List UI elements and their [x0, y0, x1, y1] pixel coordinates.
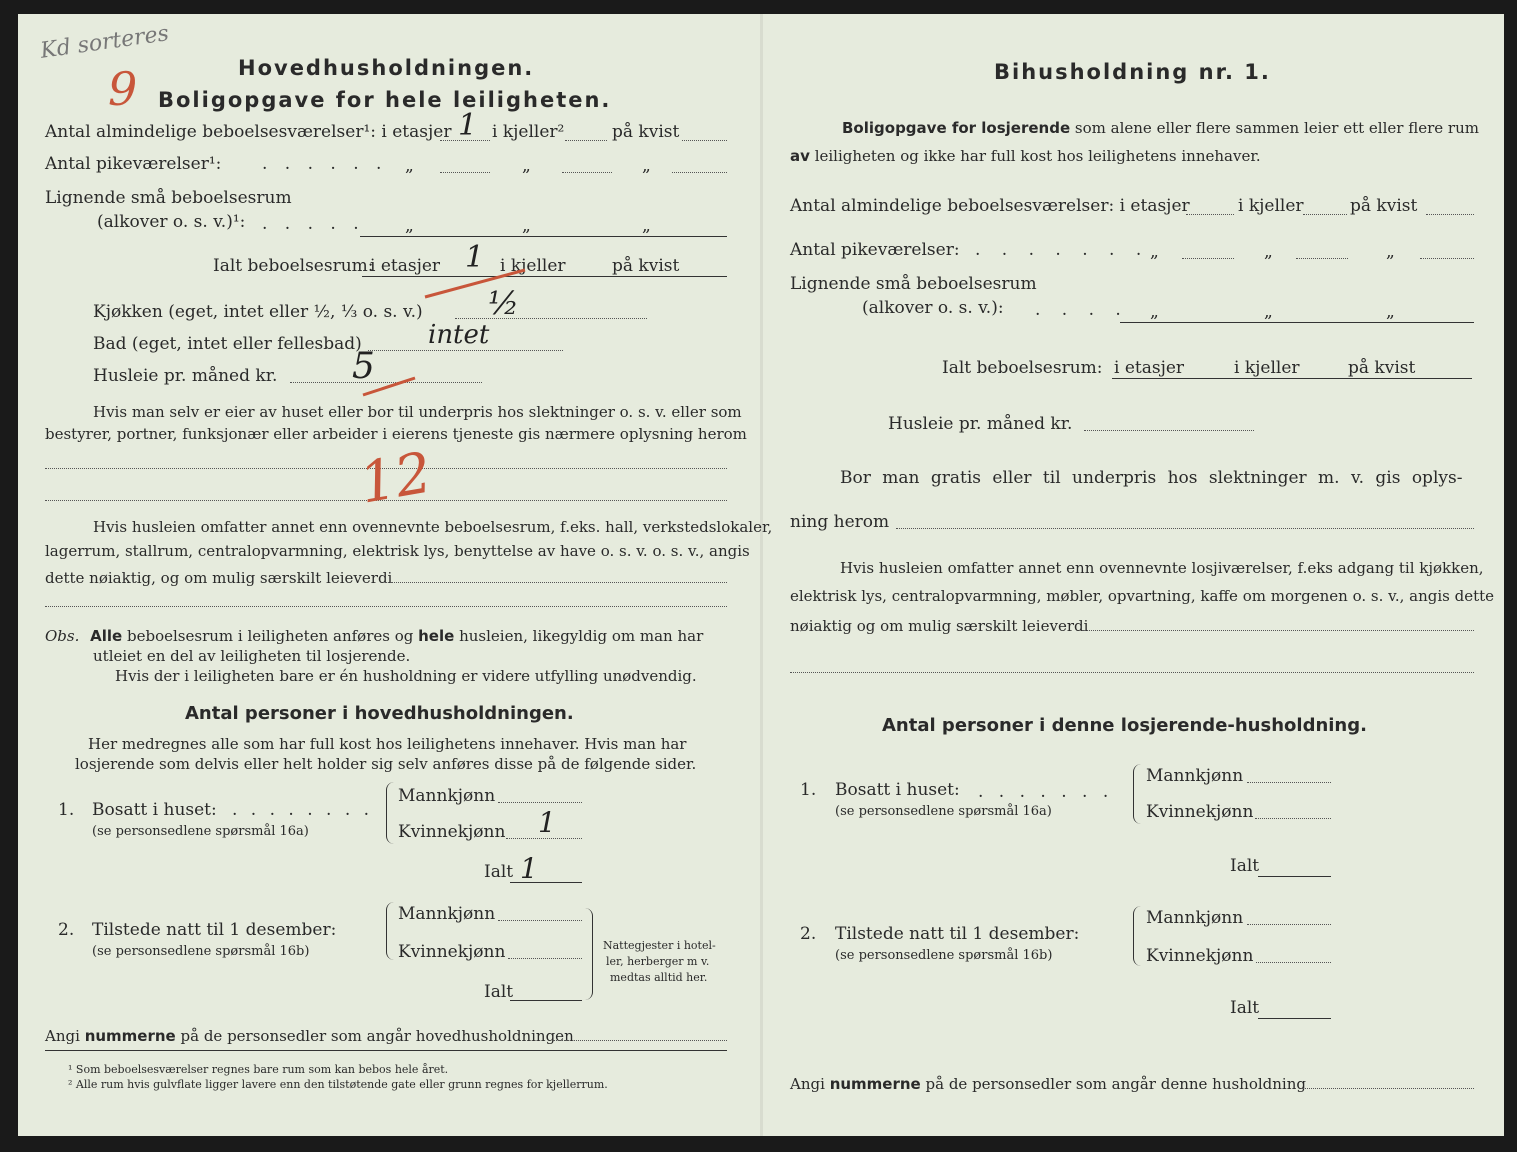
left-ialt-line[interactable]	[362, 276, 727, 277]
left-ialt-kvist-label: på kvist	[612, 256, 680, 276]
right-q2-ialt-field[interactable]	[1258, 1018, 1331, 1019]
right-q2-kvinne-field[interactable]	[1256, 962, 1331, 963]
left-footnote-2: ² Alle rum hvis gulvflate ligger lavere enn den tilstøtende gate eller grunn regnes for kjellerrum.	[68, 1078, 608, 1091]
right-bor-line-2: ning herom	[790, 512, 890, 532]
right-intro-av: av	[790, 147, 810, 165]
left-para-omfatter-3: dette nøiaktig, og om mulig særskilt leieverdi	[45, 569, 393, 587]
left-title: Hovedhusholdningen.	[238, 56, 535, 80]
left-q1-label: Bosatt i huset:	[92, 800, 217, 820]
left-almindelige-label: Antal almindelige beboelsesværelser¹: i etasjer	[45, 122, 452, 142]
left-pike-dots: . . . . . .	[262, 154, 388, 174]
right-q2-ialt: Ialt	[1230, 998, 1260, 1018]
left-para-eier-2: bestyrer, portner, funksjonær eller arbeider i eierens tjeneste gis nærmere oplysning herom	[45, 425, 747, 443]
right-pike-etasjer-field[interactable]	[1182, 258, 1234, 259]
left-pike-label: Antal pikeværelser¹:	[45, 154, 222, 174]
left-q2-note-3: medtas alltid her.	[610, 971, 708, 984]
right-intro-line2-rest: leiligheten og ikke har full kost hos leilighetens innehaver.	[814, 147, 1261, 165]
left-footnote-1: ¹ Som beboelsesværelser regnes bare rum som kan bebos hele året.	[68, 1063, 449, 1076]
annotation-top-note: Kd sorteres	[38, 21, 171, 64]
right-husleie-field[interactable]	[1084, 430, 1254, 431]
right-leieverdi-field-2[interactable]	[790, 672, 1474, 673]
left-kjokken-value: ½	[488, 284, 520, 322]
left-bad-field[interactable]	[368, 350, 563, 351]
page-fold	[760, 14, 763, 1136]
left-persons-note-2: losjerende som delvis eller helt holder sig selv anføres disse på de følgende sider.	[75, 755, 697, 773]
left-q1-mann: Mannkjønn	[398, 786, 496, 806]
right-q1-ialt-field[interactable]	[1258, 876, 1331, 877]
left-para-eier-1: Hvis man selv er eier av huset eller bor til underpris hos slektninger o. s. v. eller som	[93, 403, 742, 421]
left-q2-ialt-field[interactable]	[510, 1000, 582, 1001]
left-lignende-dots: . . . . .	[262, 214, 365, 234]
left-lignende-ditto-1: „	[405, 216, 414, 236]
left-angi-field[interactable]	[553, 1040, 727, 1041]
right-ialt-etasjer-label: i etasjer	[1114, 358, 1185, 378]
right-q1-dots: . . . . . . .	[978, 782, 1114, 802]
left-kjokken-field[interactable]	[455, 318, 647, 319]
obs-label: Obs.	[45, 627, 80, 645]
annotation-big-number: 12	[354, 440, 437, 517]
right-q1-kvinne-field[interactable]	[1255, 818, 1331, 819]
right-bor-field[interactable]	[896, 528, 1474, 529]
right-kvist-label: på kvist	[1350, 196, 1418, 216]
left-lignende-ditto-3: „	[642, 216, 651, 236]
left-ialt-kjeller-label: i kjeller	[500, 256, 566, 276]
right-angi-pre: Angi	[790, 1075, 825, 1093]
right-lignende-label-2: (alkover o. s. v.):	[862, 298, 1004, 318]
left-angi-line	[45, 1026, 574, 1046]
right-q1-sub: (se personsedlene spørsmål 16a)	[835, 804, 1052, 819]
left-q2-num: 2.	[58, 920, 75, 940]
left-para-omfatter-1: Hvis husleien omfatter annet enn ovennevnte beboelsesrum, f.eks. hall, verkstedslokaler,	[93, 518, 773, 536]
right-persons-title: Antal personer i denne losjerende-husholdning.	[882, 715, 1367, 736]
left-q2-note-1: Nattegjester i hotel-	[603, 939, 716, 952]
left-ialt-etasjer-label: i etasjer	[370, 256, 441, 276]
left-persons-note-1: Her medregnes alle som har full kost hos leilighetens innehaver. Hvis man har	[88, 735, 687, 753]
left-leieverdi-field[interactable]	[385, 582, 727, 583]
left-q1-kvinne-value: 1	[538, 806, 556, 839]
right-intro-rest: som alene eller flere sammen leier ett eller flere rum	[1074, 119, 1479, 137]
left-footnote-divider	[45, 1050, 727, 1051]
left-subtitle: Boligopgave for hele leiligheten.	[158, 88, 612, 112]
left-leieverdi-field-2[interactable]	[45, 606, 727, 607]
right-almindelige-label: Antal almindelige beboelsesværelser: i etasjer	[790, 196, 1190, 216]
right-para-omfatter-1: Hvis husleien omfatter annet enn ovennevnte losjiværelser, f.eks adgang til kjøkken,	[840, 559, 1484, 577]
right-q2-mann-field[interactable]	[1247, 924, 1331, 925]
right-bor-line-1: Bor man gratis eller til underpris hos slektninger m. v. gis oplys-	[840, 468, 1463, 488]
right-q2-brace	[1133, 906, 1142, 966]
left-ialt-label: Ialt beboelsesrum:	[213, 256, 374, 276]
right-q2-sub: (se personsedlene spørsmål 16b)	[835, 948, 1053, 963]
right-angi-field[interactable]	[1302, 1088, 1474, 1089]
left-q1-ialt-value: 1	[520, 852, 538, 885]
right-pike-ditto-2: „	[1264, 242, 1273, 262]
right-intro-line-1	[842, 118, 1479, 138]
left-q1-mann-field[interactable]	[498, 802, 582, 803]
right-pike-ditto-3: „	[1386, 242, 1395, 262]
left-q1-dots: . . . . . . . .	[232, 800, 374, 820]
right-lignende-dots: . . . .	[1035, 300, 1129, 320]
left-q1-ialt: Ialt	[484, 862, 514, 882]
right-q2-mann: Mannkjønn	[1146, 908, 1244, 928]
left-husleie-label: Husleie pr. måned kr.	[93, 366, 278, 386]
left-ialt-etasjer-value: 1	[465, 240, 485, 275]
left-husleie-value: 5	[352, 346, 375, 387]
right-ialt-kjeller-label: i kjeller	[1234, 358, 1300, 378]
left-kjeller-field[interactable]	[565, 140, 607, 141]
left-q2-note-2: ler, herberger m v.	[606, 955, 710, 968]
left-q2-mann: Mannkjønn	[398, 904, 496, 924]
right-lignende-ditto-2: „	[1264, 302, 1273, 322]
right-ialt-label: Ialt beboelsesrum:	[942, 358, 1103, 378]
left-pike-kjeller-field[interactable]	[562, 172, 612, 173]
right-q2-label: Tilstede natt til 1 desember:	[835, 924, 1080, 944]
left-q2-kvinne: Kvinnekjønn	[398, 942, 506, 962]
left-q1-sub: (se personsedlene spørsmål 16a)	[92, 824, 309, 839]
left-q2-sub: (se personsedlene spørsmål 16b)	[92, 944, 310, 959]
right-ialt-line[interactable]	[1112, 378, 1472, 379]
right-pike-kvist-field[interactable]	[1420, 258, 1474, 259]
left-kjokken-label: Kjøkken (eget, intet eller ½, ⅓ o. s. v.)	[93, 302, 423, 322]
right-q1-kvinne: Kvinnekjønn	[1146, 802, 1254, 822]
left-angi-bold: nummerne	[84, 1027, 176, 1045]
right-q1-label: Bosatt i huset:	[835, 780, 960, 800]
left-q1-num: 1.	[58, 800, 75, 820]
left-kvist-label: på kvist	[612, 122, 680, 142]
right-intro-bold: Boligopgave for losjerende	[842, 119, 1071, 137]
right-pike-ditto-1: „	[1150, 242, 1159, 262]
right-q1-brace	[1133, 764, 1142, 824]
obs-mid: beboelsesrum i leiligheten anføres og	[127, 627, 414, 645]
left-q2-brace-right	[584, 908, 593, 1000]
right-q1-num: 1.	[800, 780, 817, 800]
left-q2-mann-field[interactable]	[498, 920, 582, 921]
left-angi-pre: Angi	[45, 1027, 80, 1045]
left-bad-label: Bad (eget, intet eller fellesbad)	[93, 334, 362, 354]
left-etasjer-value: 1	[458, 108, 478, 143]
right-lignende-label-1: Lignende små beboelsesrum	[790, 274, 1037, 294]
left-kvist-field[interactable]	[682, 140, 727, 141]
left-lignende-ditto-2: „	[522, 216, 531, 236]
right-intro-line-2	[790, 146, 1261, 166]
right-angi-line	[790, 1074, 1306, 1094]
left-lignende-line[interactable]	[360, 236, 727, 237]
left-lignende-label-2: (alkover o. s. v.)¹:	[97, 212, 246, 232]
right-pike-label: Antal pikeværelser:	[790, 240, 960, 260]
left-angi-post: på de personsedler som angår hovedhusholdningen	[180, 1027, 574, 1045]
left-pike-ditto-3: „	[642, 156, 651, 176]
left-q2-ialt: Ialt	[484, 982, 514, 1002]
left-obs-line-2: utleiet en del av leiligheten til losjerende.	[93, 647, 411, 665]
right-lignende-line[interactable]	[1120, 322, 1474, 323]
left-q1-brace	[386, 782, 395, 844]
right-q1-ialt: Ialt	[1230, 856, 1260, 876]
left-pike-etasjer-field[interactable]	[440, 172, 490, 173]
left-obs-line-3: Hvis der i leiligheten bare er én husholdning er videre utfylling unødvendig.	[115, 667, 697, 685]
right-para-omfatter-3: nøiaktig og om mulig særskilt leieverdi	[790, 617, 1089, 635]
right-lignende-ditto-1: „	[1150, 302, 1159, 322]
right-q1-mann: Mannkjønn	[1146, 766, 1244, 786]
left-kjeller-label: i kjeller²	[492, 122, 565, 142]
left-pike-kvist-field[interactable]	[672, 172, 727, 173]
right-angi-post: på de personsedler som angår denne husholdning	[925, 1075, 1306, 1093]
left-q1-kvinne: Kvinnekjønn	[398, 822, 506, 842]
left-lignende-label-1: Lignende små beboelsesrum	[45, 188, 292, 208]
obs-alle: Alle	[90, 627, 123, 645]
right-kjeller-label: i kjeller	[1238, 196, 1304, 216]
right-para-omfatter-2: elektrisk lys, centralopvarmning, møbler, opvartning, kaffe om morgenen o. s. v., angis dette	[790, 587, 1495, 605]
annotation-page-number: 9	[108, 62, 138, 116]
right-title: Bihusholdning nr. 1.	[994, 60, 1271, 84]
right-kvist-field[interactable]	[1426, 214, 1474, 215]
left-q2-label: Tilstede natt til 1 desember:	[92, 920, 337, 940]
right-lignende-ditto-3: „	[1386, 302, 1395, 322]
left-obs-line-1	[45, 626, 703, 646]
obs-post: husleien, likegyldig om man har	[459, 627, 704, 645]
right-q1-mann-field[interactable]	[1247, 782, 1331, 783]
left-persons-title: Antal personer i hovedhusholdningen.	[185, 703, 574, 724]
right-q2-num: 2.	[800, 924, 817, 944]
right-husleie-label: Husleie pr. måned kr.	[888, 414, 1073, 434]
right-pike-kjeller-field[interactable]	[1296, 258, 1348, 259]
left-bad-value: intet	[428, 320, 490, 350]
right-ialt-kvist-label: på kvist	[1348, 358, 1416, 378]
red-pencil-mark-2	[360, 370, 420, 400]
right-angi-bold: nummerne	[829, 1075, 921, 1093]
right-etasjer-field[interactable]	[1186, 214, 1234, 215]
left-para-omfatter-2: lagerrum, stallrum, centralopvarmning, elektrisk lys, benyttelse av have o. s. v. o. s. v., angis	[45, 542, 750, 560]
right-q2-kvinne: Kvinnekjønn	[1146, 946, 1254, 966]
left-q2-kvinne-field[interactable]	[508, 958, 582, 959]
right-pike-dots: . . . . . . .	[975, 240, 1150, 260]
left-pike-ditto-2: „	[522, 156, 531, 176]
right-kjeller-field[interactable]	[1303, 214, 1347, 215]
left-q2-brace	[386, 902, 395, 960]
left-pike-ditto-1: „	[405, 156, 414, 176]
right-leieverdi-field[interactable]	[1082, 630, 1474, 631]
obs-hele: hele	[418, 627, 455, 645]
